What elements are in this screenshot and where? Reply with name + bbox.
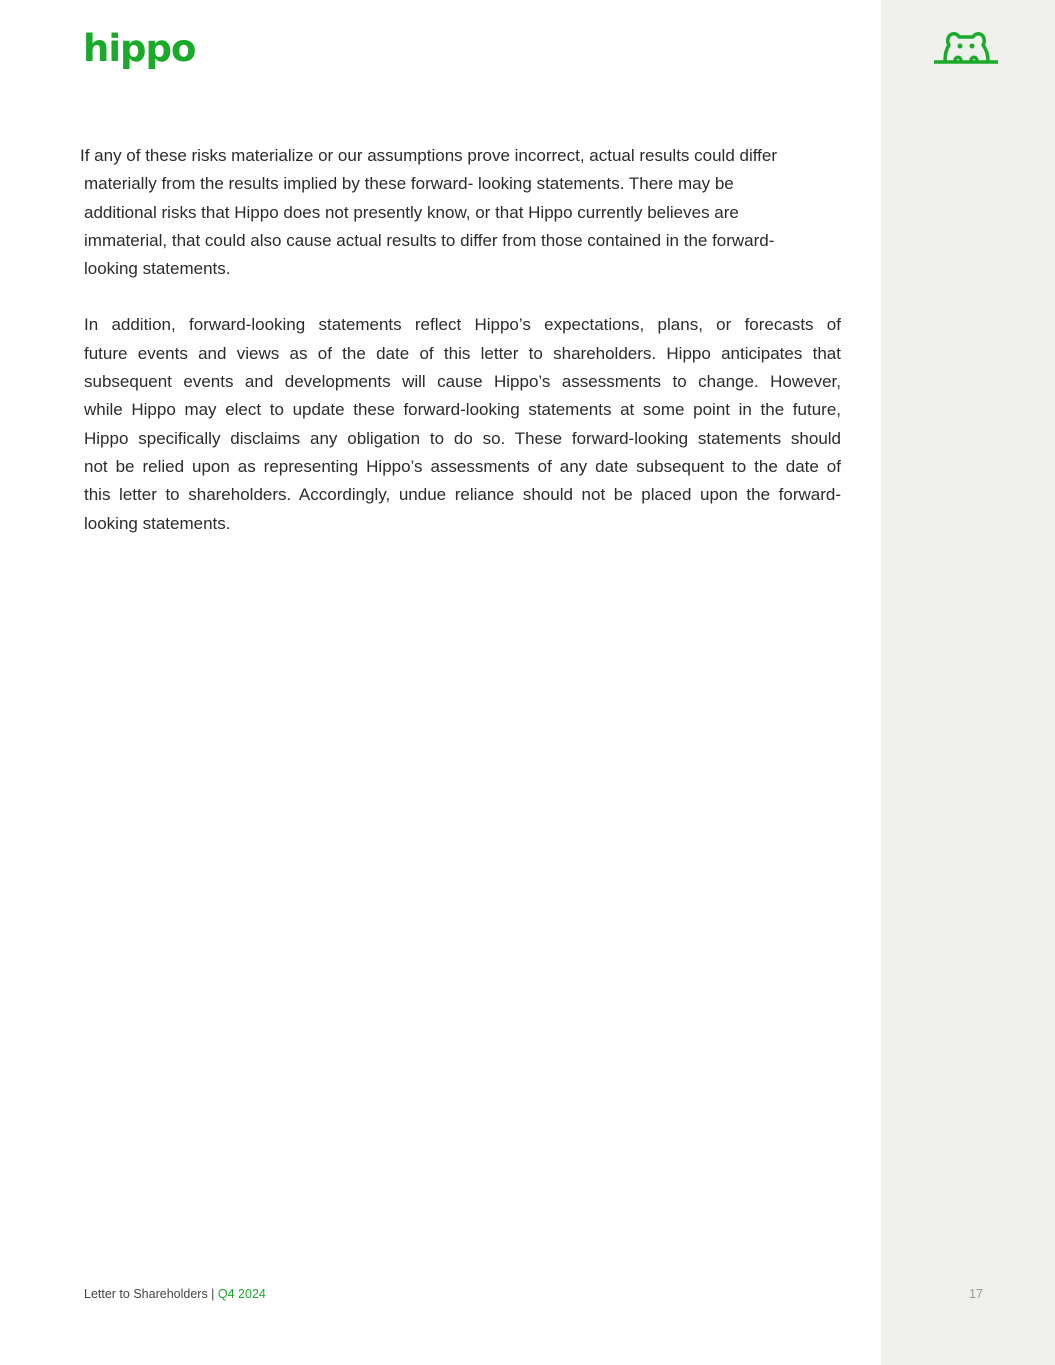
page-number: 17 [969, 1287, 983, 1301]
hippo-peeking-icon [933, 30, 999, 66]
paragraph-2 [84, 311, 841, 537]
text-line: while Hippo may elect to update these forward-looking statements at some point in the future, [84, 400, 841, 420]
footer [84, 1287, 266, 1301]
text-line: additional risks that Hippo does not presently know, or that Hippo currently believes are [84, 202, 739, 222]
text-line: not be relied upon as representing Hippo’s assessments of any date subsequent to the date of [84, 456, 841, 476]
text-line: Hippo specifically disclaims any obligation to do so. These forward-looking statements should [84, 428, 841, 448]
footer-title: Letter to Shareholders | [84, 1287, 215, 1301]
hippo-logo: hippo [83, 27, 196, 70]
text-line: immaterial, that could also cause actual results to differ from those contained in the forward- [84, 230, 775, 250]
footer-quarter: Q4 2024 [217, 1287, 266, 1301]
text-line: looking statements. [84, 259, 231, 279]
paragraph-1 [80, 142, 841, 283]
text-line: materially from the results implied by these forward- looking statements. There may be [84, 174, 734, 194]
text-line: looking statements. [84, 513, 231, 533]
text-line: this letter to shareholders. Accordingly, undue reliance should not be placed upon the forward- [84, 485, 841, 505]
text-line: In addition, forward-looking statements reflect Hippo’s expectations, plans, or forecasts of [84, 315, 841, 335]
text-line: future events and views as of the date of this letter to shareholders. Hippo anticipates that [84, 343, 841, 363]
text-line: subsequent events and developments will cause Hippo’s assessments to change. However, [84, 372, 841, 392]
disclaimer-text [80, 142, 841, 538]
sidebar-panel [881, 0, 1055, 1365]
text-line: If any of these risks materialize or our assumptions prove incorrect, actual results could differ [80, 146, 777, 165]
